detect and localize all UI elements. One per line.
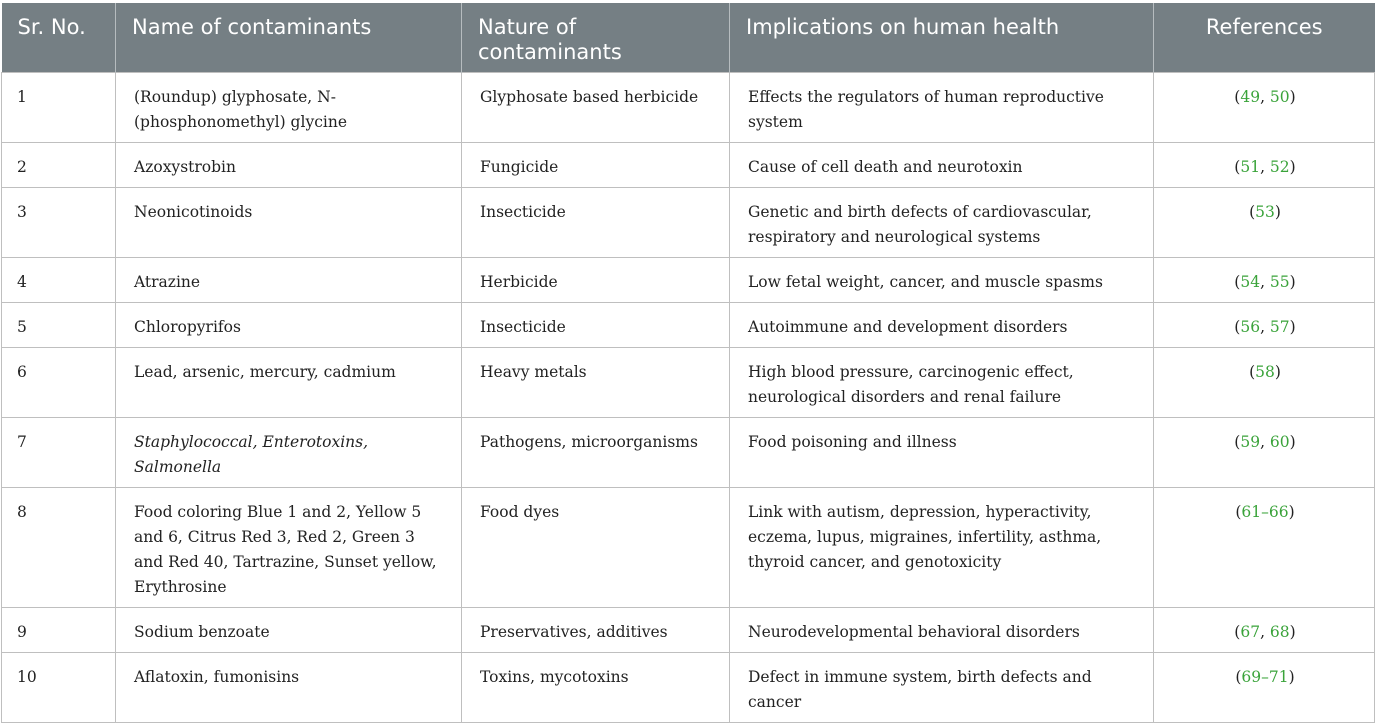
header-nature: Nature of contaminants <box>462 3 730 73</box>
cell-name: Lead, arsenic, mercury, cadmium <box>116 348 462 418</box>
cell-sr-no: 7 <box>2 418 116 488</box>
reference-separator: , <box>1260 623 1270 641</box>
header-sr-no: Sr. No. <box>2 3 116 73</box>
reference-link[interactable]: 61 <box>1241 503 1262 521</box>
reference-link[interactable]: 54 <box>1240 273 1261 291</box>
table-body <box>2 73 1375 723</box>
table-row <box>2 188 1375 258</box>
cell-name: Azoxystrobin <box>116 143 462 188</box>
cell-name: Food coloring Blue 1 and 2, Yellow 5 and 6, Citrus Red 3, Red 2, Green 3 and Red 40, Tartrazine, Sunset yellow, Erythrosine <box>116 488 462 608</box>
reference-link[interactable]: 58 <box>1255 363 1275 381</box>
header-references: References <box>1154 3 1375 73</box>
cell-sr-no: 10 <box>2 653 116 723</box>
cell-name: Neonicotinoids <box>116 188 462 258</box>
cell-sr-no: 1 <box>2 73 116 143</box>
reference-link[interactable]: 53 <box>1255 203 1275 221</box>
cell-nature: Fungicide <box>462 143 730 188</box>
cell-references: (53) <box>1154 188 1375 258</box>
reference-link[interactable]: 71 <box>1268 668 1289 686</box>
reference-link[interactable]: 60 <box>1269 433 1290 451</box>
cell-nature: Preservatives, additives <box>462 608 730 653</box>
table-row <box>2 488 1375 608</box>
cell-sr-no: 6 <box>2 348 116 418</box>
table-header <box>2 3 1375 73</box>
cell-references: (54, 55) <box>1154 258 1375 303</box>
cell-sr-no: 2 <box>2 143 116 188</box>
cell-health: Link with autism, depression, hyperactivity, eczema, lupus, migraines, infertility, asthma, thyroid cancer, and genotoxicity <box>730 488 1154 608</box>
reference-link[interactable]: 67 <box>1240 623 1261 641</box>
cell-nature: Insecticide <box>462 303 730 348</box>
cell-health: Food poisoning and illness <box>730 418 1154 488</box>
reference-link[interactable]: 55 <box>1269 273 1290 291</box>
cell-nature: Insecticide <box>462 188 730 258</box>
cell-nature: Food dyes <box>462 488 730 608</box>
cell-health: Low fetal weight, cancer, and muscle spasms <box>730 258 1154 303</box>
reference-separator: , <box>1260 88 1270 106</box>
reference-link[interactable]: 52 <box>1269 158 1290 176</box>
cell-name: Chloropyrifos <box>116 303 462 348</box>
reference-link[interactable]: 57 <box>1269 318 1290 336</box>
cell-health: High blood pressure, carcinogenic effect, neurological disorders and renal failure <box>730 348 1154 418</box>
table-row <box>2 418 1375 488</box>
reference-link[interactable]: 50 <box>1269 88 1290 106</box>
table-row <box>2 348 1375 418</box>
cell-health: Defect in immune system, birth defects and cancer <box>730 653 1154 723</box>
cell-references: (58) <box>1154 348 1375 418</box>
cell-name: Atrazine <box>116 258 462 303</box>
cell-nature: Glyphosate based herbicide <box>462 73 730 143</box>
cell-name: (Roundup) glyphosate, N-(phosphonomethyl) glycine <box>116 73 462 143</box>
table-row <box>2 653 1375 723</box>
reference-separator: – <box>1261 503 1269 521</box>
cell-references: (56, 57) <box>1154 303 1375 348</box>
header-health: Implications on human health <box>730 3 1154 73</box>
reference-separator: – <box>1261 668 1269 686</box>
table-row <box>2 608 1375 653</box>
cell-references: (51, 52) <box>1154 143 1375 188</box>
cell-sr-no: 9 <box>2 608 116 653</box>
reference-link[interactable]: 68 <box>1269 623 1290 641</box>
reference-separator: , <box>1260 433 1270 451</box>
cell-sr-no: 5 <box>2 303 116 348</box>
reference-link[interactable]: 59 <box>1240 433 1261 451</box>
reference-link[interactable]: 51 <box>1240 158 1261 176</box>
header-row <box>2 3 1375 73</box>
cell-nature: Pathogens, microorganisms <box>462 418 730 488</box>
reference-link[interactable]: 66 <box>1268 503 1289 521</box>
cell-references: (61–66) <box>1154 488 1375 608</box>
table-row <box>2 258 1375 303</box>
cell-health: Genetic and birth defects of cardiovascular, respiratory and neurological systems <box>730 188 1154 258</box>
reference-link[interactable]: 49 <box>1240 88 1261 106</box>
cell-nature: Toxins, mycotoxins <box>462 653 730 723</box>
table-row <box>2 303 1375 348</box>
reference-link[interactable]: 69 <box>1241 668 1262 686</box>
reference-link[interactable]: 56 <box>1240 318 1261 336</box>
cell-health: Cause of cell death and neurotoxin <box>730 143 1154 188</box>
cell-name: Staphylococcal, Enterotoxins, Salmonella <box>116 418 462 488</box>
cell-sr-no: 8 <box>2 488 116 608</box>
table-row <box>2 73 1375 143</box>
header-name: Name of contaminants <box>116 3 462 73</box>
table-row <box>2 143 1375 188</box>
cell-references: (67, 68) <box>1154 608 1375 653</box>
cell-sr-no: 4 <box>2 258 116 303</box>
cell-nature: Herbicide <box>462 258 730 303</box>
cell-sr-no: 3 <box>2 188 116 258</box>
cell-health: Neurodevelopmental behavioral disorders <box>730 608 1154 653</box>
cell-references: (59, 60) <box>1154 418 1375 488</box>
cell-nature: Heavy metals <box>462 348 730 418</box>
cell-health: Effects the regulators of human reproductive system <box>730 73 1154 143</box>
cell-name: Sodium benzoate <box>116 608 462 653</box>
cell-health: Autoimmune and development disorders <box>730 303 1154 348</box>
reference-separator: , <box>1260 273 1270 291</box>
reference-separator: , <box>1260 318 1270 336</box>
reference-separator: , <box>1260 158 1270 176</box>
cell-references: (49, 50) <box>1154 73 1375 143</box>
cell-name: Aflatoxin, fumonisins <box>116 653 462 723</box>
contaminants-table <box>1 3 1375 723</box>
cell-references: (69–71) <box>1154 653 1375 723</box>
